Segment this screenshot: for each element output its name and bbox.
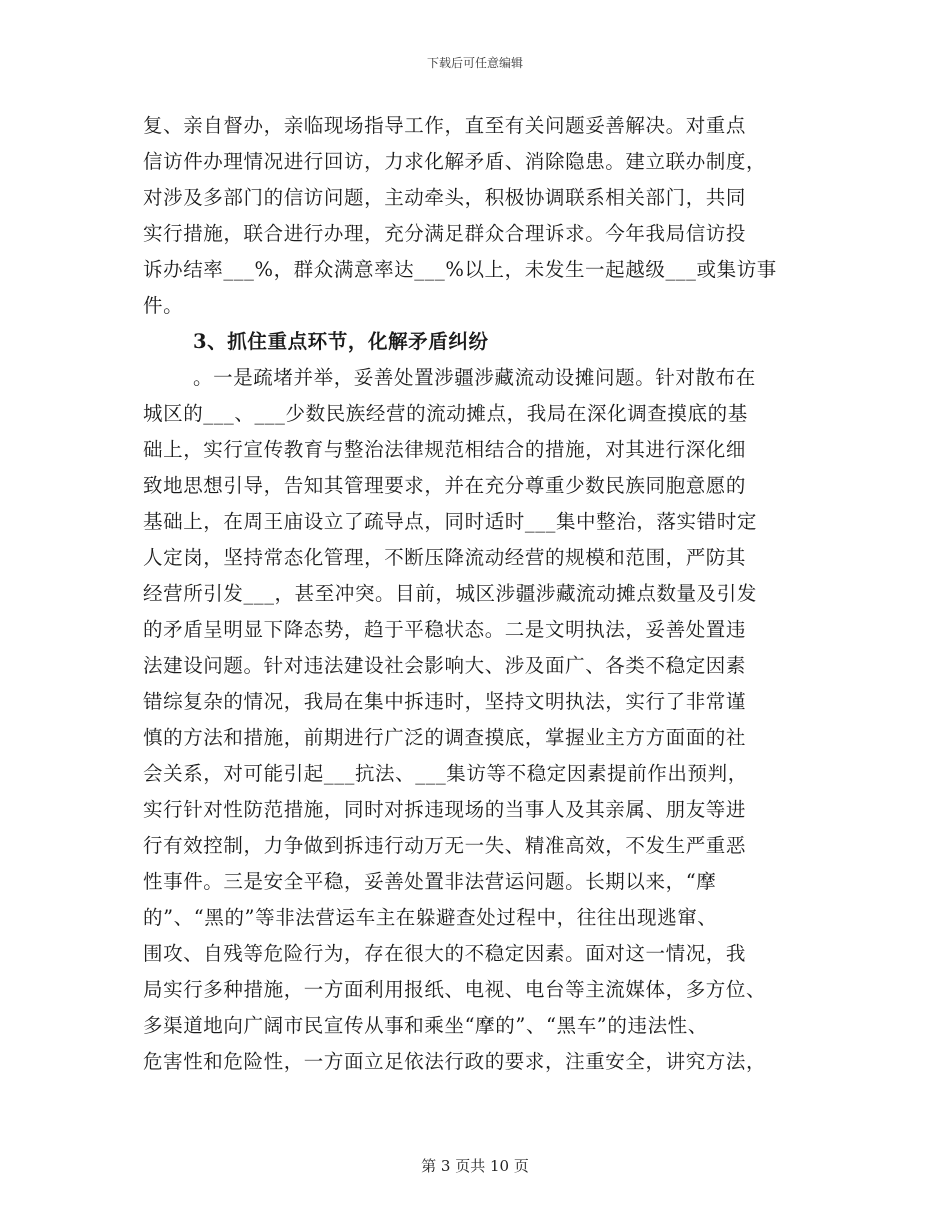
text-line: 慎的方法和措施，前期进行广泛的调查摸底，掌握业主方方面面的社 [143,726,747,749]
text-line: 信访件办理情况进行回访，力求化解矛盾、消除隐患。建立联办制度， [143,150,767,173]
text-line: 城区的___、___少数民族经营的流动摊点，我局在深化调查摸底的基 [143,402,748,425]
text-line: 经营所引发___，甚至冲突。目前，城区涉疆涉藏流动摊点数量及引发 [143,582,757,605]
text-line: 法建设问题。针对违法建设社会影响大、涉及面广、各类不稳定因素 [143,654,747,677]
text-line: 人定岗，坚持常态化管理，不断压降流动经营的规模和范围，严防其 [143,546,747,569]
text-line: 。一是疏堵并举，妥善处置涉疆涉藏流动设摊问题。针对散布在 [193,366,756,389]
text-line: 诉办结率___%，群众满意率达___%以上，未发生一起越级___或集访事 [143,258,777,281]
text-line: 围攻、自残等危险行为，存在很大的不稳定因素。面对这一情况，我 [143,942,747,965]
text-line: 的矛盾呈明显下降态势，趋于平稳状态。二是文明执法，妥善处置违 [143,618,747,641]
text-line: 实行针对性防范措施，同时对拆违现场的当事人及其亲属、朋友等进 [143,798,747,821]
text-line: 危害性和危险性，一方面立足依法行政的要求，注重安全，讲究方法， [143,1050,767,1073]
text-line: 局实行多种措施，一方面利用报纸、电视、电台等主流媒体，多方位、 [143,978,767,1001]
text-line: 复、亲自督办，亲临现场指导工作，直至有关问题妥善解决。对重点 [143,114,747,137]
text-line: 件。 [143,294,184,317]
text-line: 致地思想引导，告知其管理要求，并在充分尊重少数民族同胞意愿的 [143,474,747,497]
text-line: 行有效控制，力争做到拆违行动万无一失、精准高效，不发生严重恶 [143,834,747,857]
text-line: 性事件。三是安全平稳，妥善处置非法营运问题。长期以来，“摩 [143,870,717,893]
text-line: 的”、“黑的”等非法营运车主在躲避查处过程中，往往出现逃窜、 [143,906,718,929]
text-line: 错综复杂的情况，我局在集中拆违时，坚持文明执法，实行了非常谨 [143,690,747,713]
text-line: 基础上，在周王庙设立了疏导点，同时适时___集中整治，落实错时定 [143,510,757,533]
text-line: 对涉及多部门的信访问题，主动牵头，积极协调联系相关部门，共同 [143,186,747,209]
document-body [143,108,813,1080]
page-footer: 第 3 页共 10 页 [421,1157,529,1175]
text-line: 实行措施，联合进行办理，充分满足群众合理诉求。今年我局信访投 [143,222,747,245]
page-header: 下载后可任意编辑 [426,56,523,70]
text-line: 会关系，对可能引起___抗法、___集访等不稳定因素提前作出预判， [143,762,748,785]
text-line: 础上，实行宣传教育与整治法律规范相结合的措施，对其进行深化细 [143,438,747,461]
text-line: 多渠道地向广阔市民宣传从事和乘坐“摩的”、“黑车”的违法性、 [143,1014,708,1037]
section-heading: 3、抓住重点环节，化解矛盾纠纷 [193,330,489,353]
